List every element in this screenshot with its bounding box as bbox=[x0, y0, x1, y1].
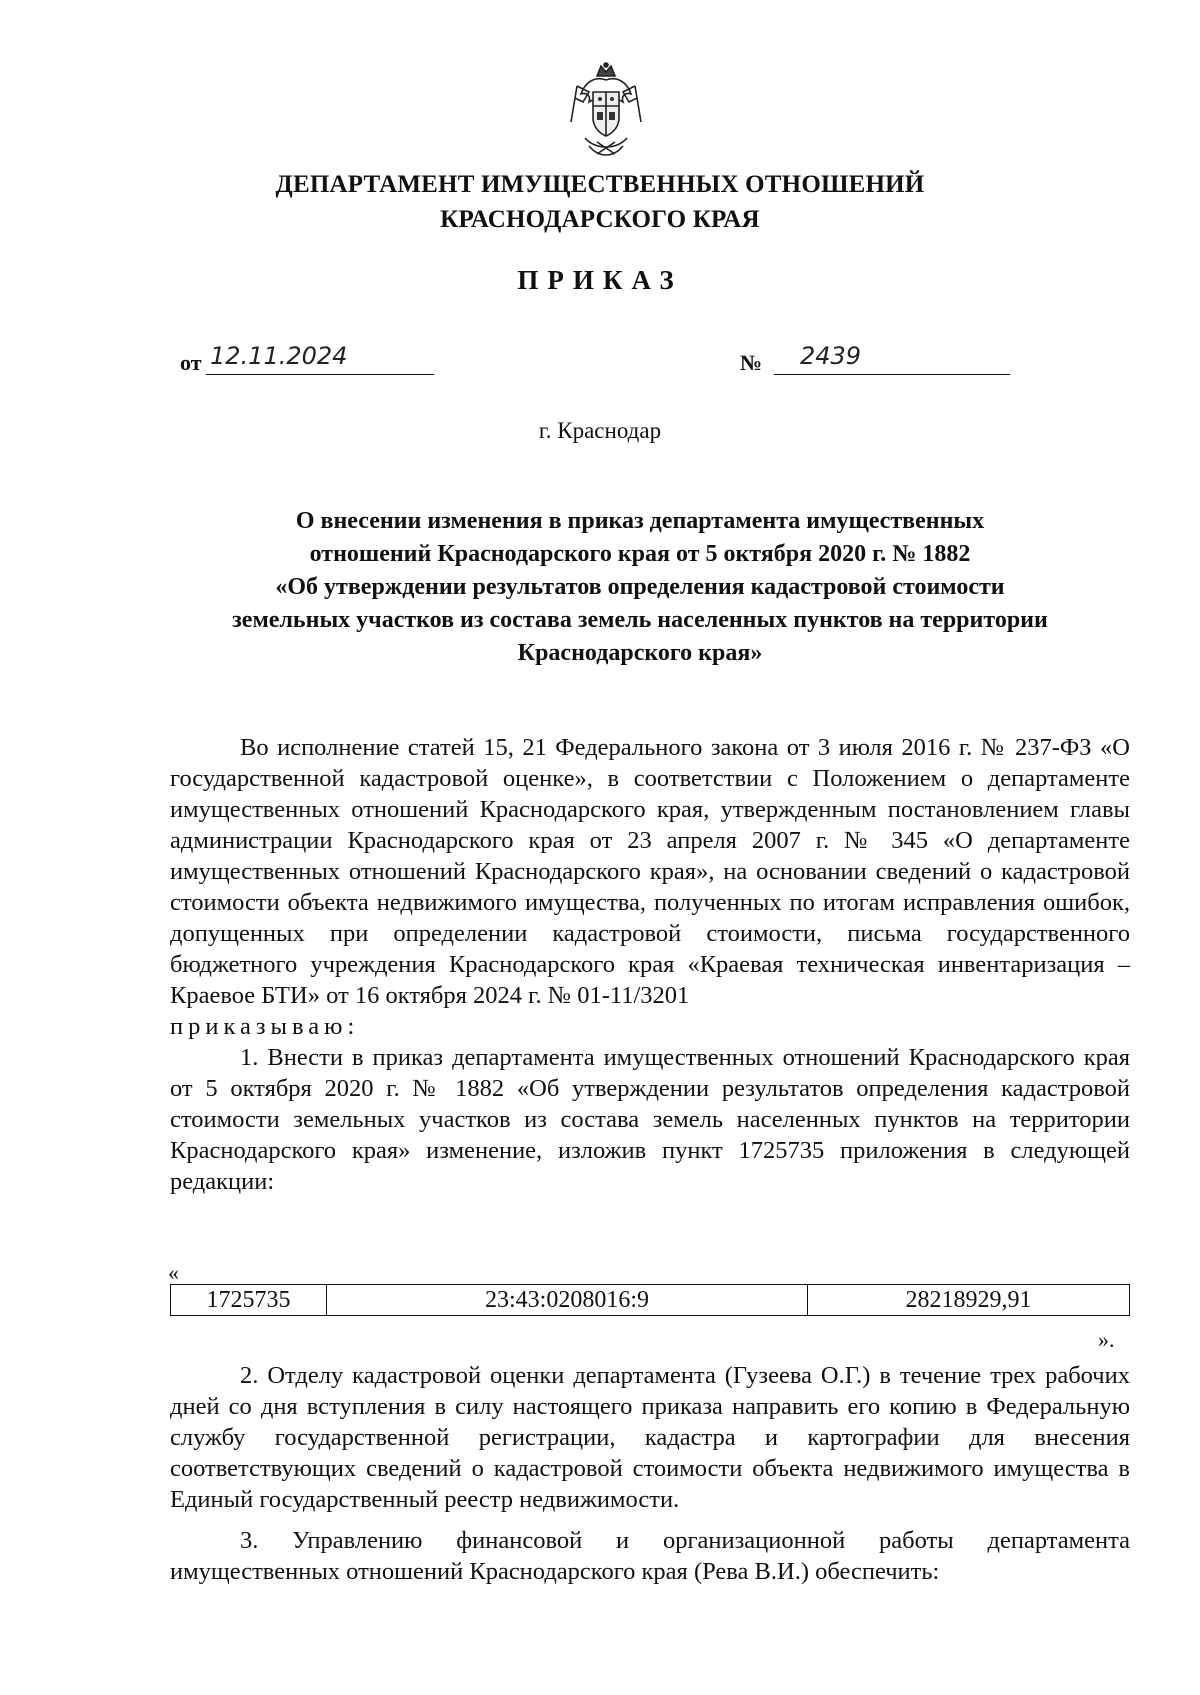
table-row bbox=[171, 1285, 1130, 1316]
document-type: ПРИКАЗ bbox=[517, 265, 683, 295]
organization-name-line2: КРАСНОДАРСКОГО КРАЯ bbox=[440, 206, 760, 233]
order-title bbox=[160, 505, 1120, 670]
cadastral-number-cell: 23:43:0208016:9 bbox=[327, 1285, 808, 1316]
quote-open: « bbox=[168, 1260, 179, 1285]
coat-of-arms-icon bbox=[567, 62, 645, 162]
item-3-paragraph: 3. Управлению финансовой и организационной работы департамента имущественных отношений Краснодарского края (Рева В.И.) обеспечить: bbox=[170, 1527, 1130, 1585]
title-line: земельных участков из состава земель населенных пунктов на территории bbox=[232, 607, 1048, 633]
body-section-3 bbox=[170, 1525, 1130, 1587]
order-word: приказываю: bbox=[170, 1013, 360, 1040]
item-2-paragraph: 2. Отделу кадастровой оценки департамента (Гузеева О.Г.) в течение трех рабочих дней со дня вступления в силу настоящего приказа направить его копию в Федеральную службу государственной регистрации, кадастра и картографии для внесения соответствующих сведений о кадастровой стоимости объекта недвижимого имущества в Единый государственный реестр недвижимости. bbox=[170, 1362, 1130, 1513]
city: г. Краснодар bbox=[538, 418, 662, 443]
number-value: 2439 bbox=[800, 342, 862, 370]
amendment-table bbox=[170, 1284, 1130, 1316]
organization-name-line1: ДЕПАРТАМЕНТ ИМУЩЕСТВЕННЫХ ОТНОШЕНИЙ bbox=[275, 171, 925, 198]
number-prefix: № bbox=[740, 350, 763, 375]
date-value: 12.11.2024 bbox=[210, 342, 348, 370]
date-prefix: от bbox=[180, 350, 202, 375]
body-section-2 bbox=[170, 1360, 1130, 1515]
item-number-cell: 1725735 bbox=[171, 1285, 327, 1316]
title-line: О внесении изменения в приказ департамента имущественных bbox=[295, 508, 985, 534]
title-line: отношений Краснодарского края от 5 октября 2020 г. № 1882 bbox=[309, 541, 971, 567]
number-block bbox=[740, 342, 862, 376]
cadastral-value-cell: 28218929,91 bbox=[808, 1285, 1130, 1316]
body-section-1 bbox=[170, 732, 1130, 1197]
number-underline bbox=[774, 374, 1010, 375]
title-line: Краснодарского края» bbox=[517, 640, 763, 666]
item-1-paragraph: 1. Внести в приказ департамента имущественных отношений Краснодарского края от 5 октября 2020 г. № 1882 «Об утверждении результатов определения кадастровой стоимости земельных участков из состава земель населенных пунктов на территории Краснодарского края» изменение, изложив пункт 1725735 приложения в следующей редакции: bbox=[170, 1044, 1130, 1195]
date-block bbox=[180, 342, 348, 376]
date-underline bbox=[206, 374, 434, 375]
title-line: «Об утверждении результатов определения кадастровой стоимости bbox=[275, 574, 1005, 600]
preamble-paragraph: Во исполнение статей 15, 21 Федерального закона от 3 июля 2016 г. № 237-ФЗ «О государственной кадастровой оценке», в соответствии с Положением о департаменте имущественных отношений Краснодарского края, утвержденным постановлением главы администрации Краснодарского края от 23 апреля 2007 г. № 345 «О департаменте имущественных отношений Краснодарского края», на основании сведений о кадастровой стоимости объекта недвижимого имущества, полученных по итогам исправления ошибок, допущенных при определении кадастровой стоимости, письма государственного бюджетного учреждения Краснодарского края «Краевая техническая инвентаризация – Краевое БТИ» от 16 октября 2024 г. № 01-11/3201 bbox=[170, 734, 1130, 1009]
quote-close: ». bbox=[1098, 1327, 1115, 1352]
